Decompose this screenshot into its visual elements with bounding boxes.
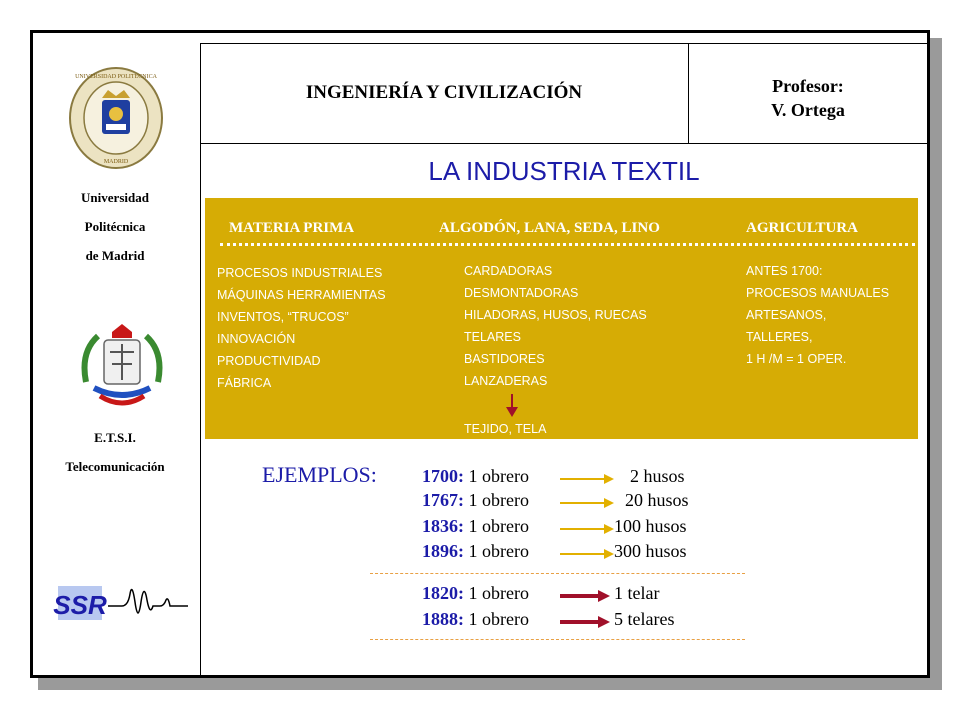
red-arrow-icon: [560, 614, 612, 630]
example-year: 1820:: [422, 583, 464, 603]
example-row: [422, 583, 529, 604]
ssr-logo-text: SSR: [53, 590, 107, 620]
example-result: 1 telar: [614, 583, 660, 603]
result-fabric: TEJIDO, TELA: [464, 422, 547, 436]
example-from: 1 obrero: [468, 490, 529, 510]
course-title: INGENIERÍA Y CIVILIZACIÓN: [305, 82, 583, 103]
down-arrow-icon: [505, 394, 519, 418]
industrial-processes-list: [217, 262, 386, 394]
machines-list: [464, 260, 647, 392]
ssr-logo-icon: [52, 578, 192, 626]
example-row: [422, 466, 529, 487]
dotted-divider: [220, 243, 915, 246]
example-year: 1700:: [422, 466, 464, 486]
example-year: 1767:: [422, 490, 464, 510]
header-raw-material: MATERIA PRIMA: [229, 220, 355, 236]
list-item: 1 H /M = 1 OPER.: [746, 352, 847, 366]
example-from: 1 obrero: [468, 583, 529, 603]
list-item: INVENTOS, “TRUCOS”: [217, 310, 349, 324]
header-agriculture: AGRICULTURA: [746, 220, 858, 236]
example-year: 1896:: [422, 541, 464, 561]
gold-arrow-icon: [560, 547, 616, 561]
example-row: [422, 490, 529, 511]
list-item: DESMONTADORAS: [464, 286, 579, 300]
list-item: ARTESANOS,: [746, 308, 827, 322]
example-row: [422, 541, 529, 562]
list-item: FÁBRICA: [217, 376, 272, 390]
example-year: 1888:: [422, 609, 464, 629]
examples-label: EJEMPLOS:: [262, 462, 377, 487]
example-result: 100 husos: [614, 516, 687, 536]
header-divider-vertical: [688, 43, 689, 143]
example-row: [422, 516, 529, 537]
seal-top-text: UNIVERSIDAD POLITECNICA: [75, 74, 157, 80]
list-item: PROCESOS INDUSTRIALES: [217, 266, 383, 280]
slide-title: LA INDUSTRIA TEXTIL: [428, 156, 700, 186]
seal-bottom-text: MADRID: [103, 159, 129, 165]
list-item: TELARES: [464, 330, 521, 344]
example-from: 1 obrero: [468, 609, 529, 629]
example-result: 2 husos: [630, 466, 685, 486]
university-name-line3: de Madrid: [85, 248, 145, 263]
example-year: 1836:: [422, 516, 464, 536]
university-seal-icon: [68, 66, 164, 170]
list-item: HILADORAS, HUSOS, RUECAS: [464, 308, 647, 322]
school-name-line2: Telecomunicación: [65, 459, 165, 474]
school-name-line1: E.T.S.I.: [94, 430, 136, 445]
example-result: 20 husos: [625, 490, 689, 510]
gold-arrow-icon: [560, 522, 616, 536]
example-result: 5 telares: [614, 609, 675, 629]
pre-1700-list: [746, 260, 889, 370]
header-divider: [200, 143, 928, 144]
example-row: [422, 609, 529, 630]
example-result: 300 husos: [614, 541, 687, 561]
university-name-line1: Universidad: [81, 190, 149, 205]
school-crest-icon: [76, 322, 168, 414]
professor-name: V. Ortega: [771, 100, 845, 120]
divider: [200, 43, 928, 44]
list-item: BASTIDORES: [464, 352, 545, 366]
list-item: LANZADERAS: [464, 374, 548, 388]
sidebar-divider: [200, 43, 201, 676]
gold-arrow-icon: [560, 496, 616, 510]
red-arrow-icon: [560, 588, 612, 604]
list-item: TALLERES,: [746, 330, 813, 344]
gold-arrow-icon: [560, 472, 616, 486]
content-panel: [205, 198, 918, 439]
list-item: CARDADORAS: [464, 264, 553, 278]
list-item: PRODUCTIVIDAD: [217, 354, 321, 368]
example-from: 1 obrero: [468, 516, 529, 536]
professor-box: [690, 74, 926, 122]
dashed-divider: [370, 573, 745, 574]
list-item: PROCESOS MANUALES: [746, 286, 890, 300]
professor-label: Profesor:: [772, 76, 844, 96]
list-item: ANTES 1700:: [746, 264, 823, 278]
header-fibers: ALGODÓN, LANA, SEDA, LINO: [439, 220, 660, 236]
list-item: MÁQUINAS HERRAMIENTAS: [217, 288, 386, 302]
example-from: 1 obrero: [468, 541, 529, 561]
dashed-divider: [370, 639, 745, 640]
list-item: INNOVACIÓN: [217, 332, 296, 346]
example-from: 1 obrero: [468, 466, 529, 486]
university-name-line2: Politécnica: [84, 219, 146, 234]
